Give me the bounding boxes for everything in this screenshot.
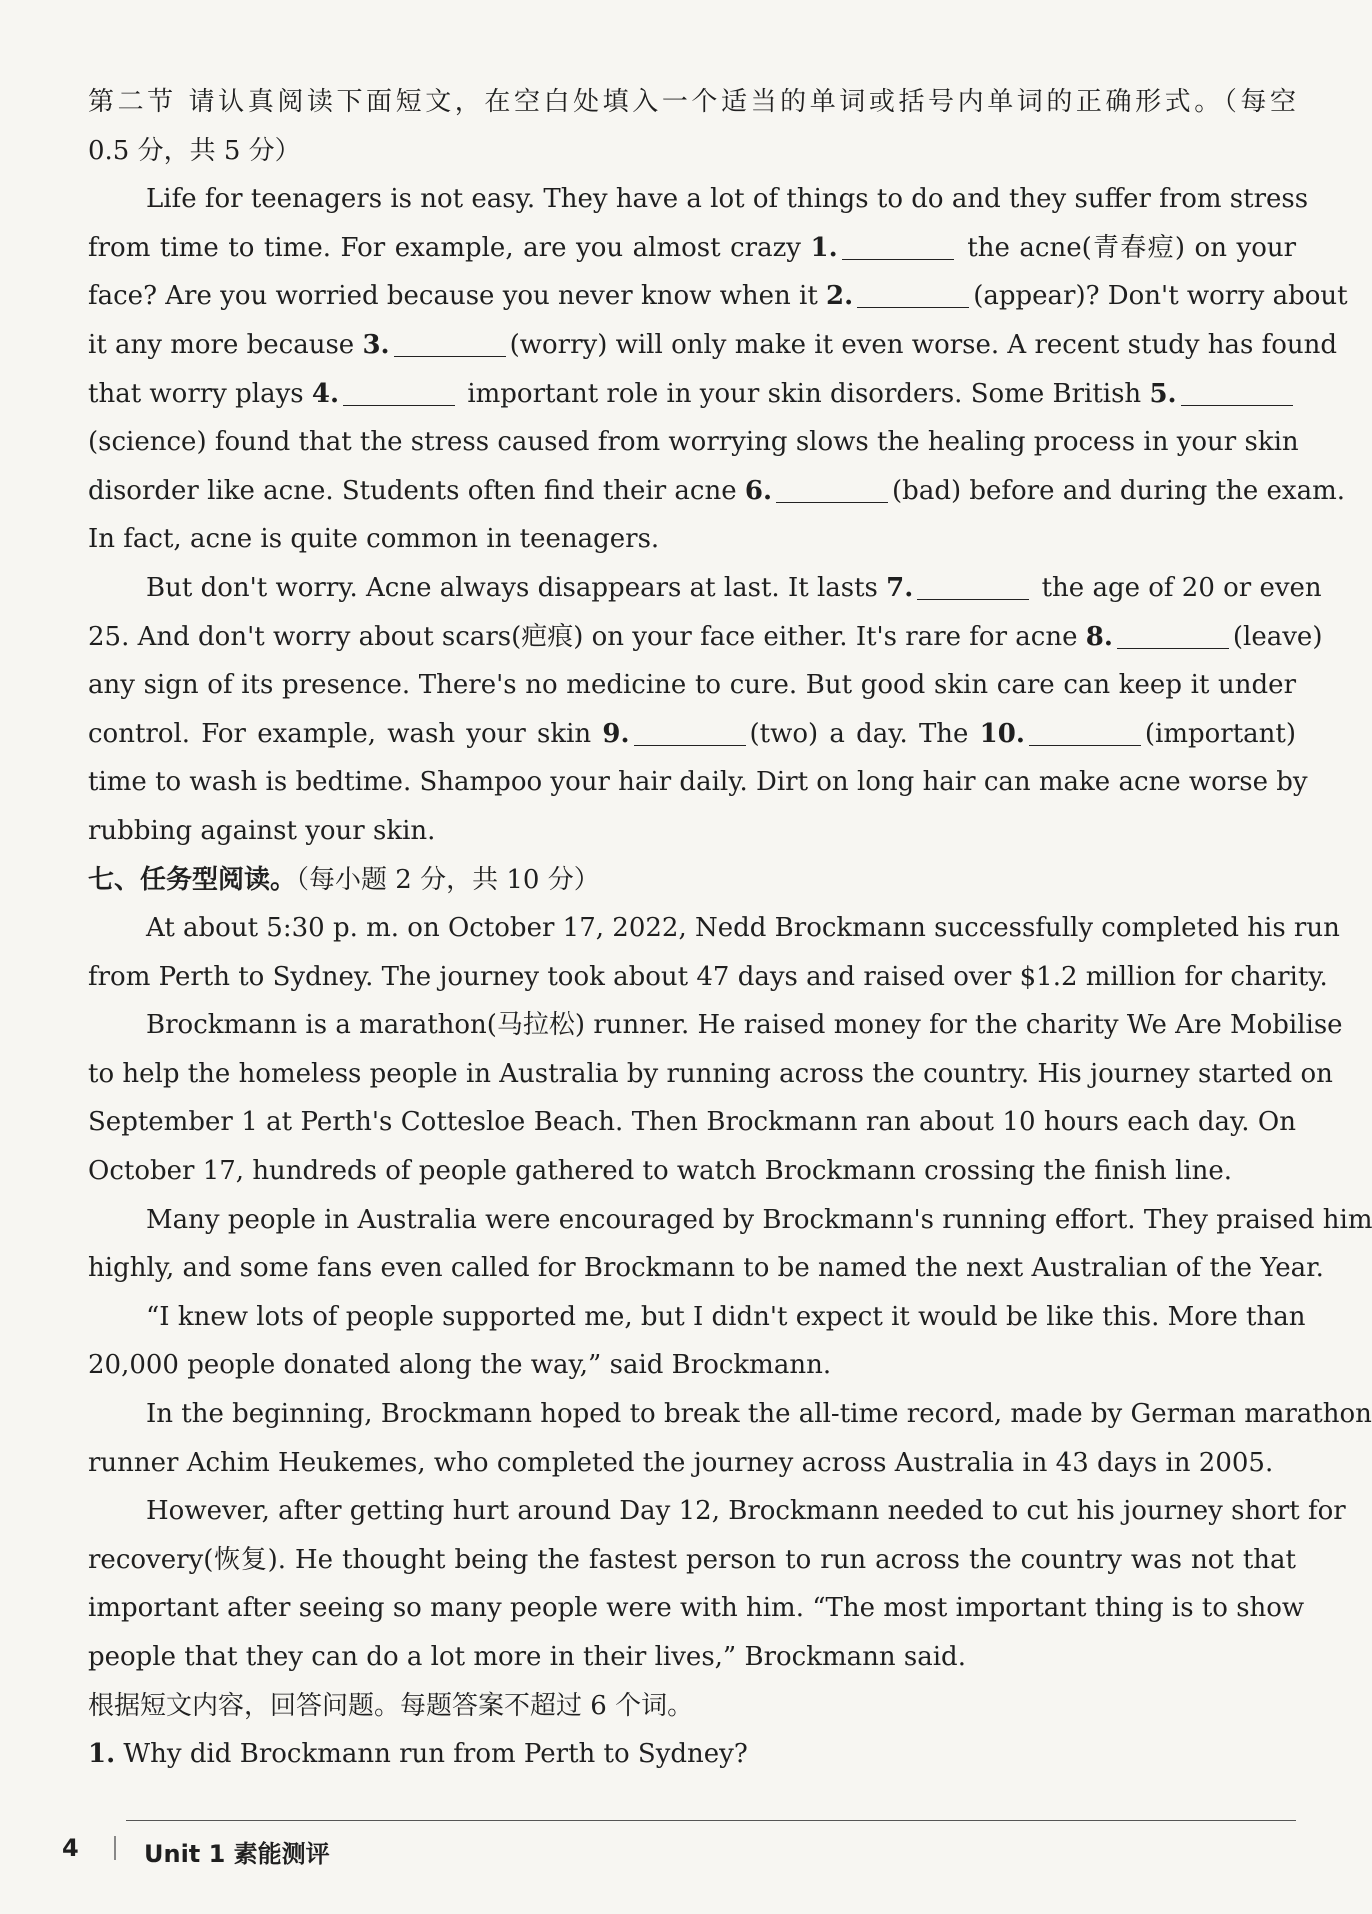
blank-number-9: 9. [602, 718, 630, 749]
cloze-line-3 [88, 272, 1348, 321]
reading-line [88, 904, 1340, 953]
cloze-text: time to wash is bedtime. Shampoo your hair daily. Dirt on long hair can make acne worse by [88, 767, 1308, 798]
blank-number-8: 8. [1085, 621, 1113, 652]
cloze-line-9 [88, 564, 1322, 613]
cloze-text: (bad) before and during the exam. [892, 475, 1346, 506]
reading-text: runner Achim Heukemes, who completed the journey across Australia in 43 days in 2005. [88, 1447, 1274, 1478]
cloze-text: But don't worry. Acne always disappears at last. It lasts [146, 572, 878, 603]
blank-number-1: 1. [810, 232, 838, 263]
blank-number-5: 5. [1149, 378, 1177, 409]
reading-text: Many people in Australia were encouraged by Brockmann's running effort. They praised him [146, 1204, 1372, 1235]
reading-text: At about 5:30 p. m. on October 17, 2022, Nedd Brockmann successfully completed his run [146, 913, 1340, 944]
reading-line [88, 1390, 1372, 1439]
reading-line [88, 1001, 1343, 1050]
reading-text: 20,000 people donated along the way,” said Brockmann. [88, 1350, 832, 1381]
reading-line [88, 1439, 1296, 1488]
reading-line [88, 1487, 1346, 1536]
reading-line [88, 1584, 1305, 1633]
reading-text: to help the homeless people in Australia by running across the country. His journey started on [88, 1058, 1333, 1089]
reading-text: Brockmann is a marathon(马拉松) runner. He raised money for the charity We Are Mobilise [146, 1010, 1343, 1041]
section7-title: 七、任务型阅读。 [88, 864, 297, 895]
blank-number-2: 2. [826, 281, 854, 312]
reading-text: October 17, hundreds of people gathered to watch Brockmann crossing the finish line. [88, 1156, 1233, 1187]
cloze-text: from time to time. For example, are you almost crazy [88, 232, 801, 263]
cloze-line-1 [88, 175, 1309, 224]
blank-5[interactable] [1181, 379, 1293, 406]
cloze-line-2 [88, 224, 1296, 273]
question-1 [88, 1730, 1296, 1779]
footer-divider [126, 1820, 1296, 1821]
cloze-text: (leave) [1232, 621, 1323, 652]
cloze-text: face? Are you worried because you never know when it [88, 281, 818, 312]
cloze-text: control. For example, wash your skin [88, 718, 592, 749]
blank-3[interactable] [394, 330, 506, 357]
section2-score: 0.5 分，共 5 分） [88, 135, 301, 166]
blank-number-10: 10. [979, 718, 1025, 749]
cloze-line-12 [88, 710, 1296, 759]
blank-8[interactable] [1117, 622, 1229, 649]
instructions: 根据短文内容，回答问题。每题答案不超过 6 个词。 [88, 1690, 694, 1721]
page-footer [58, 1820, 1298, 1880]
cloze-line-4 [88, 321, 1338, 370]
page-number: 4 [62, 1834, 79, 1862]
reading-line [88, 953, 1328, 1002]
section7-score: （每小题 2 分，共 10 分） [296, 864, 600, 895]
reading-line [88, 1341, 1296, 1390]
cloze-line-8 [88, 515, 1296, 564]
reading-line [88, 1147, 1296, 1196]
reading-text: highly, and some fans even called for Brockmann to be named the next Australian of the Year. [88, 1253, 1324, 1284]
cloze-text: it any more because [88, 329, 355, 360]
cloze-text: (two) a day. The [749, 718, 969, 749]
reading-line [88, 1293, 1306, 1342]
reading-line [88, 1244, 1324, 1293]
reading-line [88, 1196, 1372, 1245]
reading-text: In the beginning, Brockmann hoped to break the all-time record, made by German marathon [146, 1399, 1372, 1430]
section2-title-line2 [88, 127, 1296, 176]
reading-line [88, 1098, 1296, 1147]
blank-2[interactable] [857, 281, 969, 308]
reading-line [88, 1633, 1296, 1682]
page-content [88, 78, 1372, 1779]
cloze-text: rubbing against your skin. [88, 815, 436, 846]
reading-text: recovery(恢复). He thought being the fastest person to run across the country was not that [88, 1544, 1296, 1575]
blank-4[interactable] [343, 379, 455, 406]
blank-6[interactable] [776, 476, 888, 503]
cloze-text: Life for teenagers is not easy. They have a lot of things to do and they suffer from stress [146, 184, 1309, 215]
question-1-number: 1. [88, 1739, 116, 1770]
reading-line [88, 1536, 1296, 1585]
section2-title-line1 [88, 78, 1296, 127]
cloze-line-6 [88, 418, 1299, 467]
cloze-line-7 [88, 467, 1346, 516]
section7-title-line [88, 856, 1296, 905]
cloze-text: that worry plays [88, 378, 304, 409]
cloze-text: (appear)? Don't worry about [973, 281, 1348, 312]
blank-number-4: 4. [311, 378, 340, 409]
reading-text: “I knew lots of people supported me, but I didn't expect it would be like this. More than [146, 1301, 1306, 1332]
reading-text: from Perth to Sydney. The journey took about 47 days and raised over $1.2 million for charity. [88, 961, 1328, 992]
reading-text: important after seeing so many people were with him. “The most important thing is to show [88, 1593, 1305, 1624]
cloze-text: the age of 20 or even [1041, 572, 1322, 603]
instructions-line [88, 1682, 1296, 1731]
cloze-text: important role in your skin disorders. Some British [467, 378, 1142, 409]
cloze-text: 25. And don't worry about scars(疤痕) on your face either. It's rare for acne [88, 621, 1078, 652]
cloze-text: (science) found that the stress caused from worrying slows the healing process in your skin [88, 427, 1299, 458]
cloze-text: (important) [1144, 718, 1297, 749]
blank-1[interactable] [842, 233, 954, 260]
section2-title: 第二节 请认真阅读下面短文，在空白处填入一个适当的单词或括号内单词的正确形式。（每空 [88, 87, 1296, 117]
cloze-line-13 [88, 758, 1308, 807]
reading-line [88, 1050, 1333, 1099]
question-1-text: Why did Brockmann run from Perth to Sydney? [123, 1739, 748, 1770]
cloze-line-10 [88, 613, 1323, 662]
reading-text: However, after getting hurt around Day 12, Brockmann needed to cut his journey short for [146, 1496, 1346, 1527]
cloze-text: disorder like acne. Students often find their acne [88, 475, 737, 506]
unit-label: Unit 1 素能测评 [144, 1840, 330, 1868]
cloze-text: In fact, acne is quite common in teenagers. [88, 524, 660, 555]
blank-number-3: 3. [362, 329, 390, 360]
footer-separator [114, 1836, 116, 1860]
cloze-text: the acne(青春痘) on your [967, 232, 1297, 263]
cloze-text: (worry) will only make it even worse. A recent study has found [509, 329, 1338, 360]
blank-number-6: 6. [744, 475, 773, 506]
cloze-line-14 [88, 807, 1296, 856]
blank-9[interactable] [634, 719, 746, 746]
blank-7[interactable] [917, 573, 1029, 600]
cloze-line-5 [88, 370, 1296, 419]
reading-text: September 1 at Perth's Cottesloe Beach. Then Brockmann ran about 10 hours each day. On [88, 1107, 1296, 1138]
blank-10[interactable] [1029, 719, 1141, 746]
reading-text: people that they can do a lot more in their lives,” Brockmann said. [88, 1642, 966, 1672]
blank-number-7: 7. [886, 572, 914, 603]
cloze-text: any sign of its presence. There's no medicine to cure. But good skin care can keep it under [88, 670, 1296, 701]
cloze-line-11 [88, 661, 1296, 710]
